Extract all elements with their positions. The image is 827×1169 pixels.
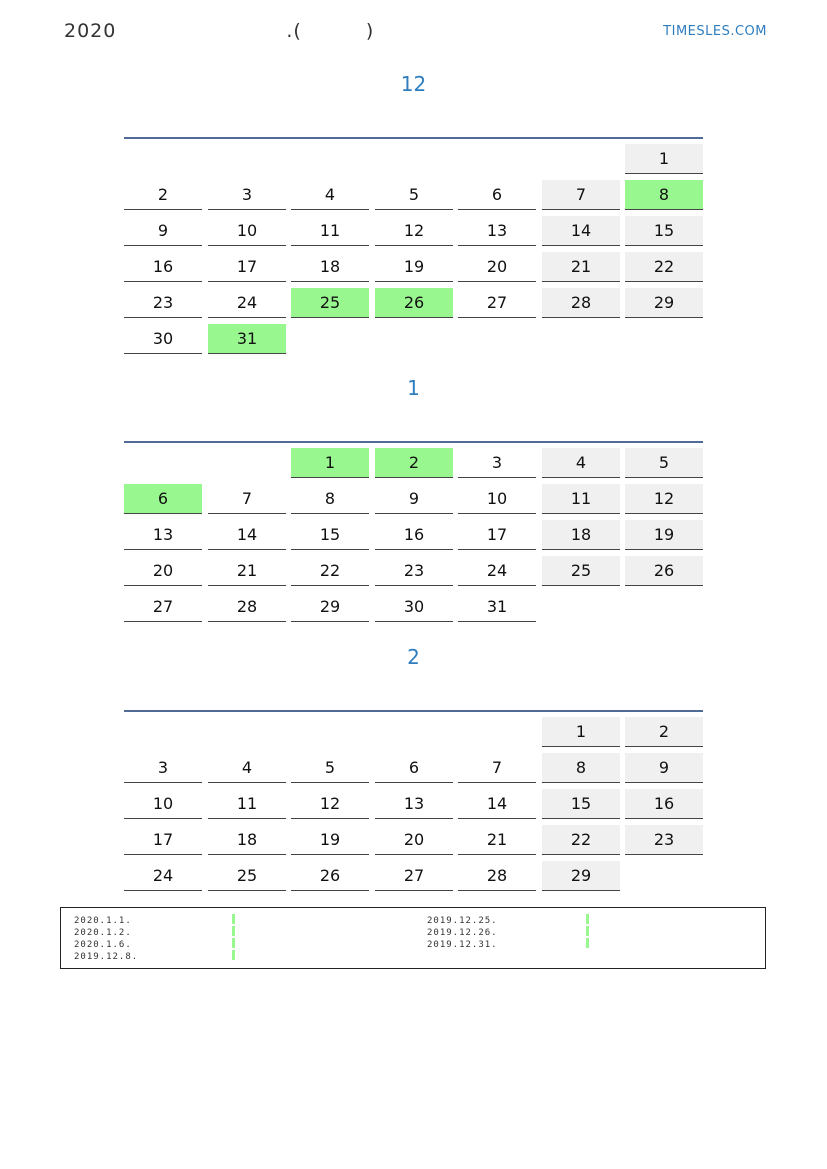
- day-cell: 10: [208, 216, 286, 246]
- day-cell: 27: [458, 288, 536, 318]
- legend-item: 2019.12.8.: [74, 952, 139, 962]
- day-cell: 13: [458, 216, 536, 246]
- day-cell: 29: [542, 861, 620, 891]
- day-cell: 11: [208, 789, 286, 819]
- legend-item: 2020.1.6.: [74, 940, 132, 950]
- day-cell: 31: [208, 324, 286, 354]
- header-dot-paren: .(: [286, 20, 302, 42]
- day-cell: 6: [375, 753, 453, 783]
- day-cell: 26: [375, 288, 453, 318]
- day-cell: 8: [625, 180, 703, 210]
- day-cell: 20: [458, 252, 536, 282]
- day-cell: 25: [542, 556, 620, 586]
- day-cell: 22: [625, 252, 703, 282]
- legend-marker: [232, 938, 235, 948]
- day-cell: 18: [542, 520, 620, 550]
- day-cell: 15: [625, 216, 703, 246]
- month-title-february: 2: [407, 645, 420, 669]
- day-cell: 23: [375, 556, 453, 586]
- day-cell: 12: [625, 484, 703, 514]
- day-cell: 29: [625, 288, 703, 318]
- day-cell: 31: [458, 592, 536, 622]
- day-cell: 4: [291, 180, 369, 210]
- day-cell: 18: [291, 252, 369, 282]
- day-cell: 1: [625, 144, 703, 174]
- legend-item: 2019.12.26.: [427, 928, 498, 938]
- day-cell: 14: [542, 216, 620, 246]
- day-cell: 19: [375, 252, 453, 282]
- day-cell: 3: [208, 180, 286, 210]
- day-cell: 6: [124, 484, 202, 514]
- day-cell: 7: [458, 753, 536, 783]
- day-cell: 1: [291, 448, 369, 478]
- day-cell: 27: [375, 861, 453, 891]
- day-cell: 16: [124, 252, 202, 282]
- day-cell: 17: [208, 252, 286, 282]
- legend-right-column: [427, 915, 498, 951]
- header-paren-close: ): [365, 20, 375, 42]
- day-cell: 24: [458, 556, 536, 586]
- day-cell: 6: [458, 180, 536, 210]
- day-cell: 22: [291, 556, 369, 586]
- day-cell: 14: [458, 789, 536, 819]
- day-cell: 15: [291, 520, 369, 550]
- day-cell: 24: [124, 861, 202, 891]
- day-cell: 19: [625, 520, 703, 550]
- day-cell: 23: [124, 288, 202, 318]
- day-cell: 2: [625, 717, 703, 747]
- day-cell: 28: [208, 592, 286, 622]
- day-cell: 21: [458, 825, 536, 855]
- day-cell: 8: [291, 484, 369, 514]
- day-cell: 5: [291, 753, 369, 783]
- day-cell: 11: [291, 216, 369, 246]
- day-cell: 17: [458, 520, 536, 550]
- day-cell: 4: [542, 448, 620, 478]
- day-cell: 13: [124, 520, 202, 550]
- calendar-december: [124, 137, 703, 360]
- day-cell: 10: [124, 789, 202, 819]
- calendar-grid: [124, 144, 703, 360]
- day-cell: 16: [625, 789, 703, 819]
- day-cell: 29: [291, 592, 369, 622]
- day-cell: 16: [375, 520, 453, 550]
- day-cell: 22: [542, 825, 620, 855]
- legend-left-column: [74, 915, 138, 963]
- day-cell: 25: [291, 288, 369, 318]
- day-cell: 20: [124, 556, 202, 586]
- day-cell: 21: [542, 252, 620, 282]
- day-cell: 3: [124, 753, 202, 783]
- legend-item: 2019.12.31.: [427, 940, 498, 950]
- day-cell: 2: [124, 180, 202, 210]
- day-cell: 24: [208, 288, 286, 318]
- day-cell: 8: [542, 753, 620, 783]
- site-link[interactable]: TIMESLES.COM: [663, 24, 767, 39]
- day-cell: 25: [208, 861, 286, 891]
- day-cell: 10: [458, 484, 536, 514]
- day-cell: 23: [625, 825, 703, 855]
- day-cell: 14: [208, 520, 286, 550]
- day-cell: 27: [124, 592, 202, 622]
- day-cell: 21: [208, 556, 286, 586]
- day-cell: 9: [124, 216, 202, 246]
- header-year: 2020: [64, 20, 117, 42]
- legend-marker: [232, 926, 235, 936]
- day-cell: 1: [542, 717, 620, 747]
- day-cell: 15: [542, 789, 620, 819]
- day-cell: 5: [625, 448, 703, 478]
- day-cell: 12: [375, 216, 453, 246]
- legend-marker: [586, 914, 589, 924]
- day-cell: 2: [375, 448, 453, 478]
- legend-marker: [586, 938, 589, 948]
- month-title-january: 1: [407, 376, 420, 400]
- day-cell: 30: [124, 324, 202, 354]
- month-title-december: 12: [400, 72, 427, 96]
- day-cell: 9: [625, 753, 703, 783]
- day-cell: 17: [124, 825, 202, 855]
- day-cell: 7: [208, 484, 286, 514]
- day-cell: 13: [375, 789, 453, 819]
- legend-marker: [232, 914, 235, 924]
- day-cell: 30: [375, 592, 453, 622]
- day-cell: 4: [208, 753, 286, 783]
- calendar-grid: [124, 717, 703, 897]
- calendar-grid: [124, 448, 703, 628]
- day-cell: 7: [542, 180, 620, 210]
- legend-item: 2019.12.25.: [427, 916, 498, 926]
- legend-item: 2020.1.1.: [74, 916, 132, 926]
- day-cell: 12: [291, 789, 369, 819]
- day-cell: 26: [291, 861, 369, 891]
- day-cell: 28: [458, 861, 536, 891]
- day-cell: 26: [625, 556, 703, 586]
- day-cell: 19: [291, 825, 369, 855]
- day-cell: 18: [208, 825, 286, 855]
- day-cell: 28: [542, 288, 620, 318]
- legend-item: 2020.1.2.: [74, 928, 132, 938]
- day-cell: 9: [375, 484, 453, 514]
- calendar-january: [124, 441, 703, 628]
- page-header: [64, 20, 374, 42]
- day-cell: 5: [375, 180, 453, 210]
- day-cell: 11: [542, 484, 620, 514]
- calendar-february: [124, 710, 703, 897]
- holiday-legend: [60, 907, 766, 969]
- day-cell: 3: [458, 448, 536, 478]
- day-cell: 20: [375, 825, 453, 855]
- legend-marker: [586, 926, 589, 936]
- legend-marker: [232, 950, 235, 960]
